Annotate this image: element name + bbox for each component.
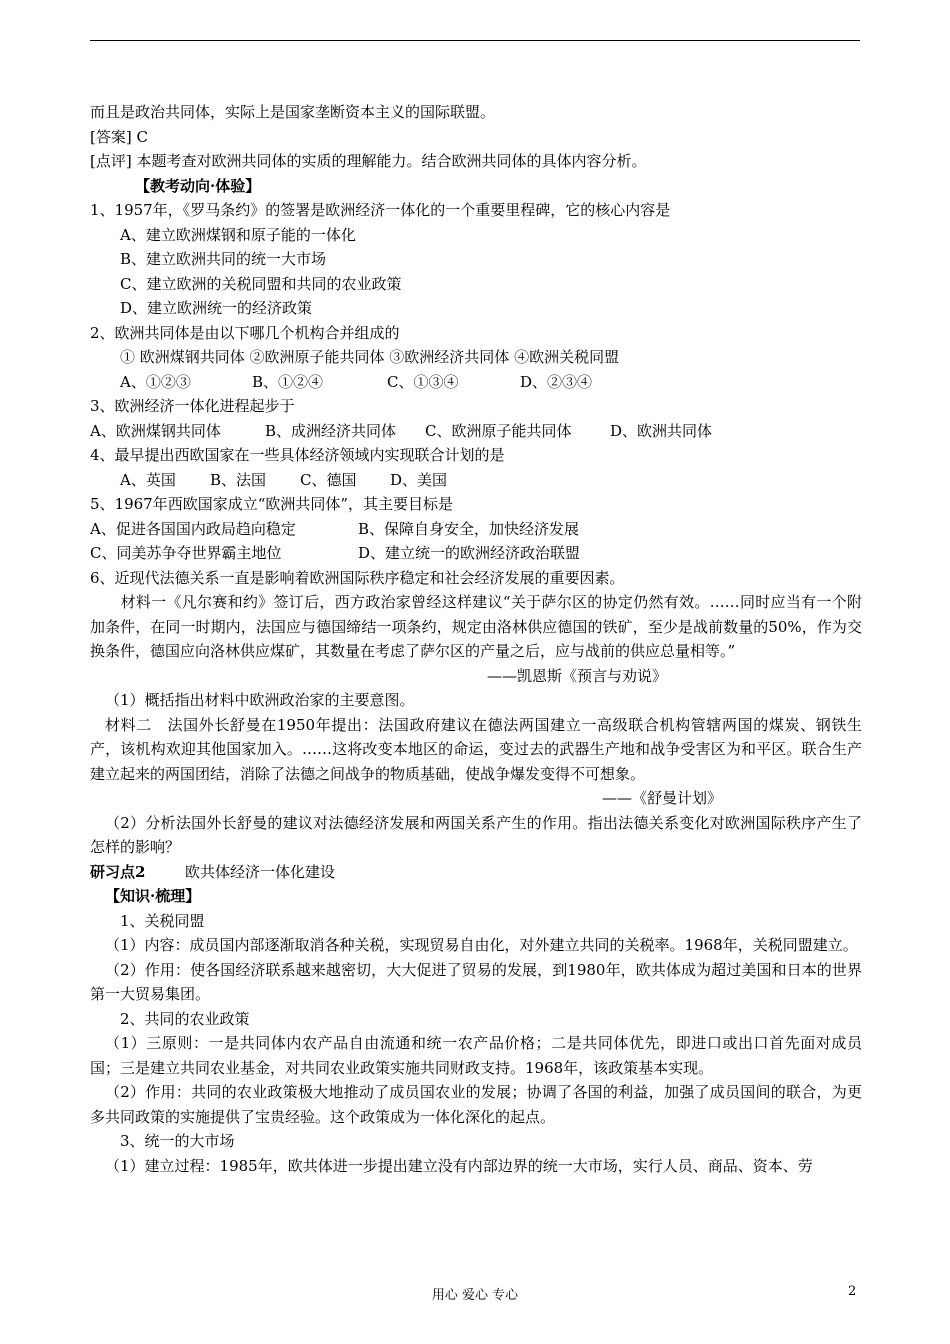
subsection-2-principles: （1）三原则：一是共同体内农产品自由流通和统一农产品价格；二是共同体优先，即进口或出口首先面对成员国；三是建立共同农业基金，对共同农业政策实施共同财政支持。1968年，该政策基本实现。 bbox=[90, 1034, 862, 1077]
material-1-source: ——凯恩斯《预言与劝说》 bbox=[486, 666, 667, 685]
question-4: 4、最早提出西欧国家在一些具体经济领域内实现联合计划的是 bbox=[90, 446, 505, 464]
study-point-title: 欧共体经济一体化建设 bbox=[185, 862, 336, 881]
answer-line: [答案] C bbox=[90, 127, 148, 146]
question-1: 1、1957年，《罗马条约》的签署是欧洲经济一体化的一个重要里程碑，它的核心内容是 bbox=[90, 201, 671, 219]
option-d: D、建立统一的欧洲经济政治联盟 bbox=[358, 544, 581, 562]
option-d: D、建立欧洲统一的经济政策 bbox=[120, 299, 313, 317]
option-a: A、①②③ bbox=[120, 372, 191, 391]
option-c: C、欧洲原子能共同体 bbox=[425, 421, 572, 440]
option-c: C、同美苏争夺世界霸主地位 bbox=[90, 544, 282, 562]
option-b: B、法国 bbox=[210, 470, 267, 489]
subsection-2: 2、共同的农业政策 bbox=[120, 1009, 250, 1028]
subsection-1-effect: （2）作用：使各国经济联系越来越密切，大大促进了贸易的发展，到1980年，欧共体成为超过美国和日本的世界第一大贸易集团。 bbox=[90, 960, 862, 1003]
option-a: A、欧洲煤钢共同体 bbox=[90, 421, 221, 440]
question-6-2: （2）分析法国外长舒曼的建议对法德经济发展和两国关系产生的作用。指出法德关系变化对欧洲国际秩序产生了怎样的影响？ bbox=[90, 813, 862, 856]
option-b: B、建立欧洲共同的统一大市场 bbox=[120, 250, 327, 268]
material-1: 材料一《凡尔赛和约》签订后，西方政治家曾经这样建议“关于萨尔区的协定仍然有效。……同时应当有一个附加条件，在同一时期内，法国应与德国缔结一项条约，规定由洛林供应德国的铁矿，至少是战前数量的50%，作为交换条件，德国应向洛林供应煤矿，其数量在考虑了萨尔区的产量之后，应与战前的供应总量相等。” bbox=[90, 593, 862, 660]
material-2: 材料二 法国外长舒曼在1950年提出：法国政府建议在德法两国建立一高级联合机构管辖两国的煤炭、钢铁生产，该机构欢迎其他国家加入。……这将改变本地区的命运，变过去的武器生产地和战争受害区为和平区。联合生产建立起来的两国团结，消除了法德之间战争的物质基础，使战争爆发变得不可想象。 bbox=[90, 715, 862, 783]
text-line: 而且是政治共同体，实际上是国家垄断资本主义的国际联盟。 bbox=[90, 103, 496, 121]
comment-line: [点评] 本题考查对欧洲共同体的实质的理解能力。结合欧洲共同体的具体内容分析。 bbox=[90, 152, 647, 170]
section-heading: 【教考动向·体验】 bbox=[135, 176, 261, 195]
document-body bbox=[90, 100, 862, 1178]
question-3-options bbox=[90, 419, 862, 444]
option-b: B、成洲经济共同体 bbox=[265, 421, 397, 440]
option-d: D、②③④ bbox=[520, 372, 593, 391]
question-6-1: （1）概括指出材料中欧洲政治家的主要意图。 bbox=[105, 691, 415, 709]
question-5-options-ab bbox=[90, 517, 862, 542]
page-number: 2 bbox=[848, 1284, 857, 1299]
subsection-3-process: （1）建立过程：1985年，欧共体进一步提出建立没有内部边界的统一大市场，实行人员、商品、资本、劳 bbox=[105, 1156, 813, 1175]
question-3: 3、欧洲经济一体化进程起步于 bbox=[90, 397, 295, 415]
option-b: B、①②④ bbox=[252, 372, 324, 391]
subsection-2-effect: （2）作用：共同的农业政策极大地推动了成员国农业的发展；协调了各国的利益，加强了成员国间的联合，为更多共同政策的实施提供了宝贵经验。这个政策成为一体化深化的起点。 bbox=[90, 1083, 862, 1126]
question-5-options-cd bbox=[90, 541, 862, 566]
question-5: 5、1967年西欧国家成立“欧洲共同体”，其主要目标是 bbox=[90, 495, 454, 513]
footer-text: 用心 爱心 专心 bbox=[431, 1288, 519, 1303]
study-point-number: 研习点2 bbox=[90, 862, 146, 881]
knowledge-heading: 【知识·梳理】 bbox=[105, 887, 201, 905]
option-b: B、保障自身安全，加快经济发展 bbox=[358, 519, 580, 538]
option-d: D、美国 bbox=[390, 470, 448, 489]
subsection-1-content: （1）内容：成员国内部逐渐取消各种关税，实现贸易自由化，对外建立共同的关税率。1968年，关税同盟建立。 bbox=[105, 936, 858, 954]
header-rule bbox=[90, 40, 860, 41]
question-2: 2、欧洲共同体是由以下哪几个机构合并组成的 bbox=[90, 323, 400, 342]
subsection-3: 3、统一的大市场 bbox=[120, 1132, 235, 1150]
option-a: A、促进各国国内政局趋向稳定 bbox=[90, 519, 296, 538]
option-c: C、建立欧洲的关税同盟和共同的农业政策 bbox=[120, 274, 402, 293]
option-a: A、英国 bbox=[120, 470, 176, 489]
question-4-options bbox=[90, 468, 862, 493]
question-2-options bbox=[90, 370, 862, 395]
material-2-source: ——《舒曼计划》 bbox=[601, 789, 722, 807]
option-c: C、德国 bbox=[300, 470, 357, 489]
option-a: A、建立欧洲煤钢和原子能的一体化 bbox=[120, 225, 356, 244]
question-2-items: ① 欧洲煤钢共同体 ②欧洲原子能共同体 ③欧洲经济共同体 ④欧洲关税同盟 bbox=[120, 348, 620, 366]
study-point-heading bbox=[90, 860, 862, 885]
option-d: D、欧洲共同体 bbox=[610, 421, 713, 440]
option-c: C、①③④ bbox=[387, 372, 459, 391]
question-6: 6、近现代法德关系一直是影响着欧洲国际秩序稳定和社会经济发展的重要因素。 bbox=[90, 568, 625, 587]
subsection-1: 1、关税同盟 bbox=[120, 911, 205, 930]
